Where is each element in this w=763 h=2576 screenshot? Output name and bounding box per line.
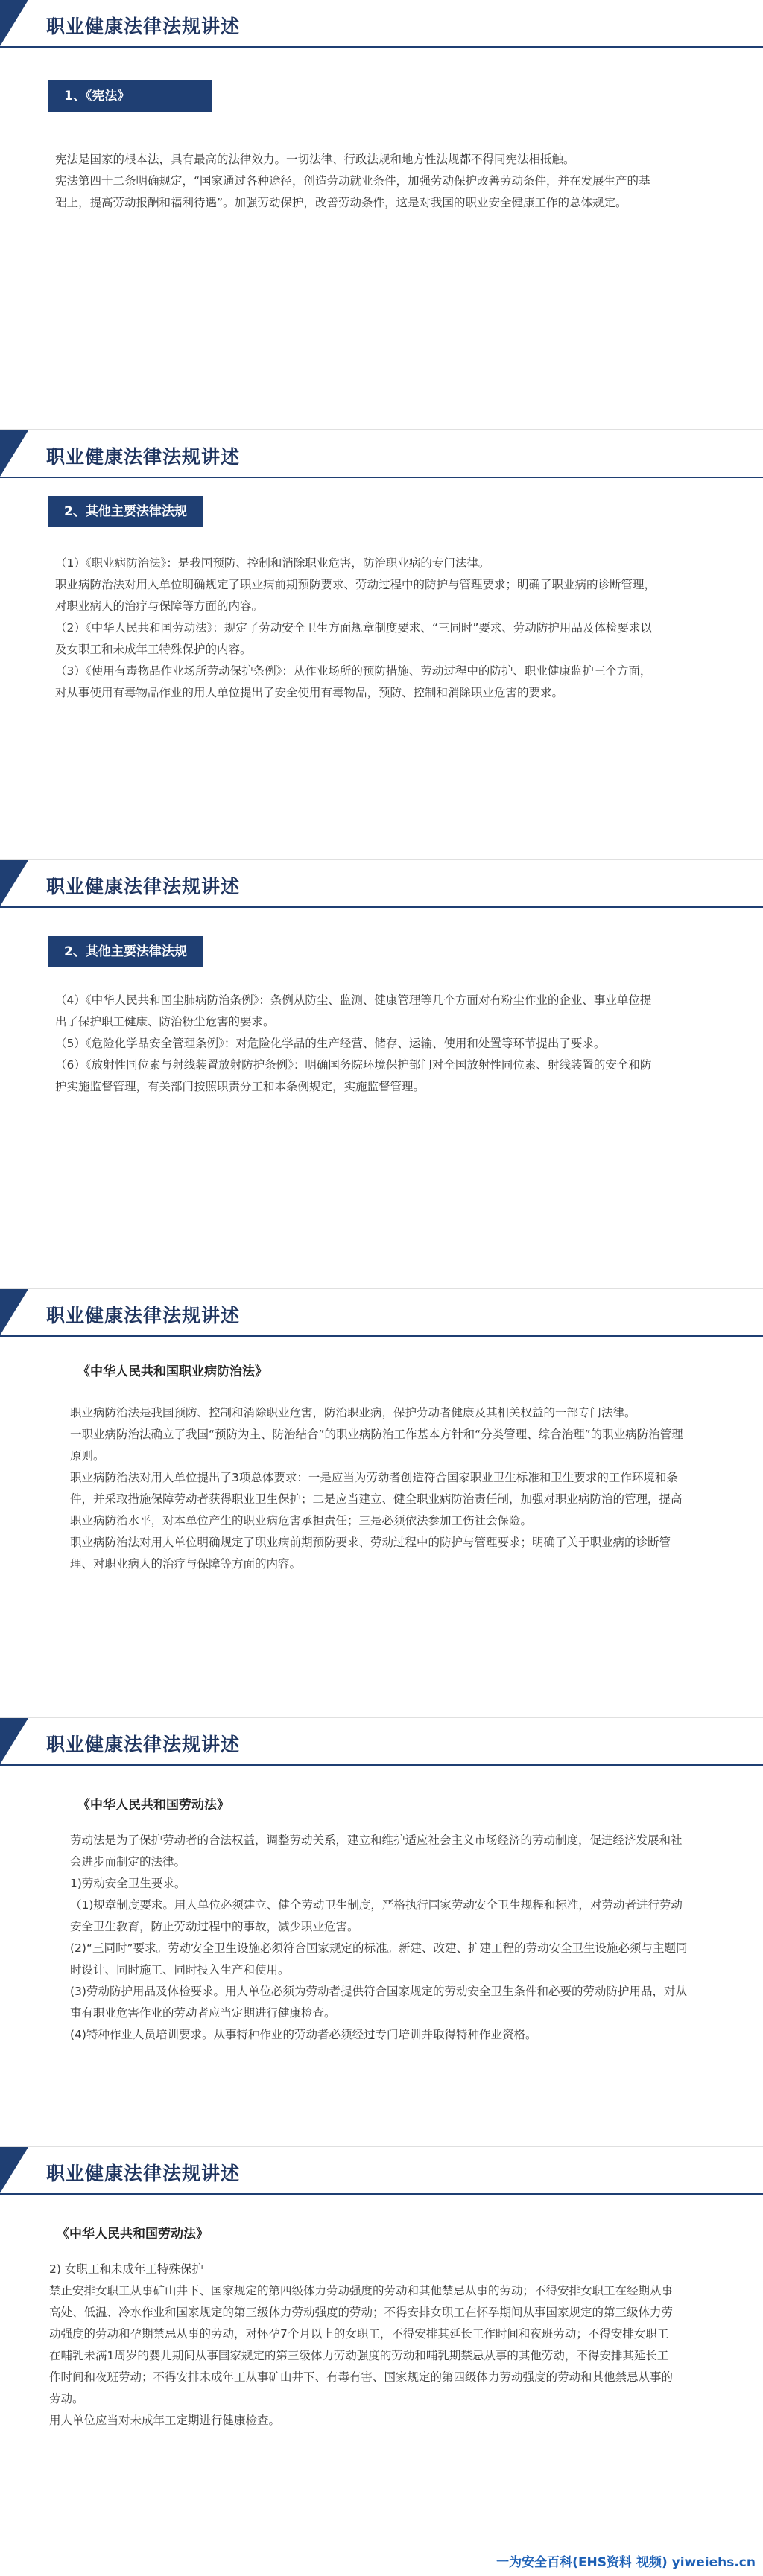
paragraph: 宪法是国家的根本法，具有最高的法律效力。一切法律、行政法规和地方性法规都不得同宪法相抵触。 xyxy=(55,153,575,166)
title-accent-triangle xyxy=(0,2147,28,2193)
title-accent-triangle xyxy=(0,430,28,477)
slide-body xyxy=(70,1830,688,2046)
paragraph: 1)劳动安全卫生要求。 xyxy=(70,1877,186,1890)
paragraph: (4)特种作业人员培训要求。从事特种作业的劳动者必须经过专门培训并取得特种作业资格。 xyxy=(70,2028,537,2041)
paragraph: （5）《危险化学品安全管理条例》：对危险化学品的生产经营、储存、运输、使用和处置等环节提出了要求。 xyxy=(55,1037,606,1050)
slide-6 xyxy=(0,2146,763,2576)
paragraph: （1)规章制度要求。用人单位必须建立、健全劳动卫生制度，严格执行国家劳动安全卫生规程和标准，对劳动者进行劳动安全卫生教育，防止劳动过程中的事故，减少职业危害。 xyxy=(70,1898,683,1933)
title-accent-triangle xyxy=(0,1289,28,1335)
paragraph: （6）《放射性同位素与射线装置放射防护条例》：明确国务院环境保护部门对全国放射性同位素、射线装置的安全和防护实施监督管理，有关部门按照职责分工和本条例规定，实施监督管理。 xyxy=(55,1058,652,1093)
slide-title: 职业健康法律法规讲述 xyxy=(46,1734,241,1755)
slide-body xyxy=(55,990,659,1098)
footer-watermark[interactable]: 一为安全百科(EHS资料 视频) yiweiehs.cn xyxy=(496,2555,756,2570)
slide-title: 职业健康法律法规讲述 xyxy=(46,446,241,468)
section-label: 2、其他主要法律法规 xyxy=(48,936,203,967)
slide-title: 职业健康法律法规讲述 xyxy=(46,16,241,37)
slide-body xyxy=(70,1402,688,1575)
section-label: 2、其他主要法律法规 xyxy=(48,496,203,527)
paragraph: 用人单位应当对未成年工定期进行健康检查。 xyxy=(49,2414,281,2427)
slide-3 xyxy=(0,859,763,1288)
title-accent-triangle xyxy=(0,1718,28,1764)
paragraph: (3)劳动防护用品及体检要求。用人单位必须为劳动者提供符合国家规定的劳动安全卫生条件和必要的劳动防护用品，对从事有职业危害作业的劳动者应当定期进行健康检查。 xyxy=(70,1985,687,2020)
law-heading: 《中华人民共和国职业病防治法》 xyxy=(77,1364,267,1379)
paragraph: 职业病防治法是我国预防、控制和消除职业危害，防治职业病，保护劳动者健康及其相关权益的一部专门法律。 xyxy=(70,1406,636,1419)
paragraph: 职业病防治法对用人单位明确规定了职业病前期预防要求、劳动过程中的防护与管理要求；明确了职业病的诊断管理，对职业病人的治疗与保障等方面的内容。 xyxy=(55,578,656,613)
slide-title-bar xyxy=(0,860,763,908)
slide-title-bar xyxy=(0,1718,763,1766)
paragraph: （2）《中华人民共和国劳动法》：规定了劳动安全卫生方面规章制度要求、“三同时”要求、劳动防护用品及体检要求以及女职工和未成年工特殊保护的内容。 xyxy=(55,621,652,656)
section-label: 1、《宪法》 xyxy=(48,80,212,112)
paragraph: （4）《中华人民共和国尘肺病防治条例》：条例从防尘、监测、健康管理等几个方面对有粉尘作业的企业、事业单位提出了保护职工健康、防治粉尘危害的要求。 xyxy=(55,993,652,1028)
slide-1 xyxy=(0,0,763,427)
paragraph: (2)“三同时”要求。劳动安全卫生设施必须符合国家规定的标准。新建、改建、扩建工程的劳动安全卫生设施必须与主题同时设计、同时施工、同时投入生产和使用。 xyxy=(70,1941,688,1976)
slide-title-bar xyxy=(0,430,763,478)
slide-4 xyxy=(0,1288,763,1717)
title-accent-triangle xyxy=(0,860,28,906)
law-heading: 《中华人民共和国劳动法》 xyxy=(57,2227,209,2242)
slide-title: 职业健康法律法规讲述 xyxy=(46,2163,241,2184)
slide-body xyxy=(55,553,659,704)
paragraph: 一职业病防治法确立了我国“预防为主、防治结合”的职业病防治工作基本方针和“分类管理、综合治理”的职业病防治管理原则。 xyxy=(70,1428,683,1463)
slide-5 xyxy=(0,1717,763,2146)
law-heading: 《中华人民共和国劳动法》 xyxy=(77,1798,229,1813)
slide-2 xyxy=(0,429,763,859)
slide-title-bar xyxy=(0,1289,763,1337)
paragraph: 禁止安排女职工从事矿山井下、国家规定的第四级体力劳动强度的劳动和其他禁忌从事的劳动；不得安排女职工在经期从事高处、低温、冷水作业和国家规定的第三级体力劳动强度的劳动；不得安排女职工在怀孕期间从事国家规定的第三级体力劳动强度的劳动和孕期禁忌从事的劳动，对怀孕7个月以上的女职工，不得安排其延长工作时间和夜班劳动；不得安排女职工在哺乳未满1周岁的婴儿期间从事国家规定的第三级体力劳动强度的劳动和哺乳期禁忌从事的其他劳动，不得安排其延长工作时间和夜班劳动；不得安排未成年工从事矿山井下、有毒有害、国家规定的第四级体力劳动强度的劳动和其他禁忌从事的劳动。 xyxy=(49,2284,674,2405)
slide-body xyxy=(49,2259,675,2432)
title-accent-triangle xyxy=(0,0,28,46)
paragraph: 2) 女职工和未成年工特殊保护 xyxy=(49,2262,203,2276)
paragraph: 劳动法是为了保护劳动者的合法权益，调整劳动关系，建立和维护适应社会主义市场经济的劳动制度，促进经济发展和社会进步而制定的法律。 xyxy=(70,1834,683,1869)
paragraph: 职业病防治法对用人单位明确规定了职业病前期预防要求、劳动过程中的防护与管理要求；明确了关于职业病的诊断管理、对职业病人的治疗与保障等方面的内容。 xyxy=(70,1536,671,1571)
slide-title-bar xyxy=(0,2147,763,2195)
paragraph: （3）《使用有毒物品作业场所劳动保护条例》：从作业场所的预防措施、劳动过程中的防护、职业健康监护三个方面，对从事使用有毒物品作业的用人单位提出了安全使用有毒物品，预防、控制和消除职业危害的要求。 xyxy=(55,664,652,699)
paragraph: 职业病防治法对用人单位提出了3项总体要求：一是应当为劳动者创造符合国家职业卫生标准和卫生要求的工作环境和条件，并采取措施保障劳动者获得职业卫生保护；二是应当建立、健全职业病防治责任制，加强对职业病防治的管理，提高职业病防治水平，对本单位产生的职业病危害承担责任；三是必须依法参加工伤社会保险。 xyxy=(70,1471,683,1527)
slide-title-bar xyxy=(0,0,763,48)
slide-title: 职业健康法律法规讲述 xyxy=(46,876,241,897)
paragraph: （1）《职业病防治法》：是我国预防、控制和消除职业危害，防治职业病的专门法律。 xyxy=(55,556,490,570)
paragraph: 宪法第四十二条明确规定，“国家通过各种途径，创造劳动就业条件，加强劳动保护改善劳动条件，并在发展生产的基础上，提高劳动报酬和福利待遇”。加强劳动保护，改善劳动条件，这是对我国的职业安全健康工作的总体规定。 xyxy=(55,174,650,209)
slide-body xyxy=(55,149,659,214)
slide-title: 职业健康法律法规讲述 xyxy=(46,1305,241,1326)
